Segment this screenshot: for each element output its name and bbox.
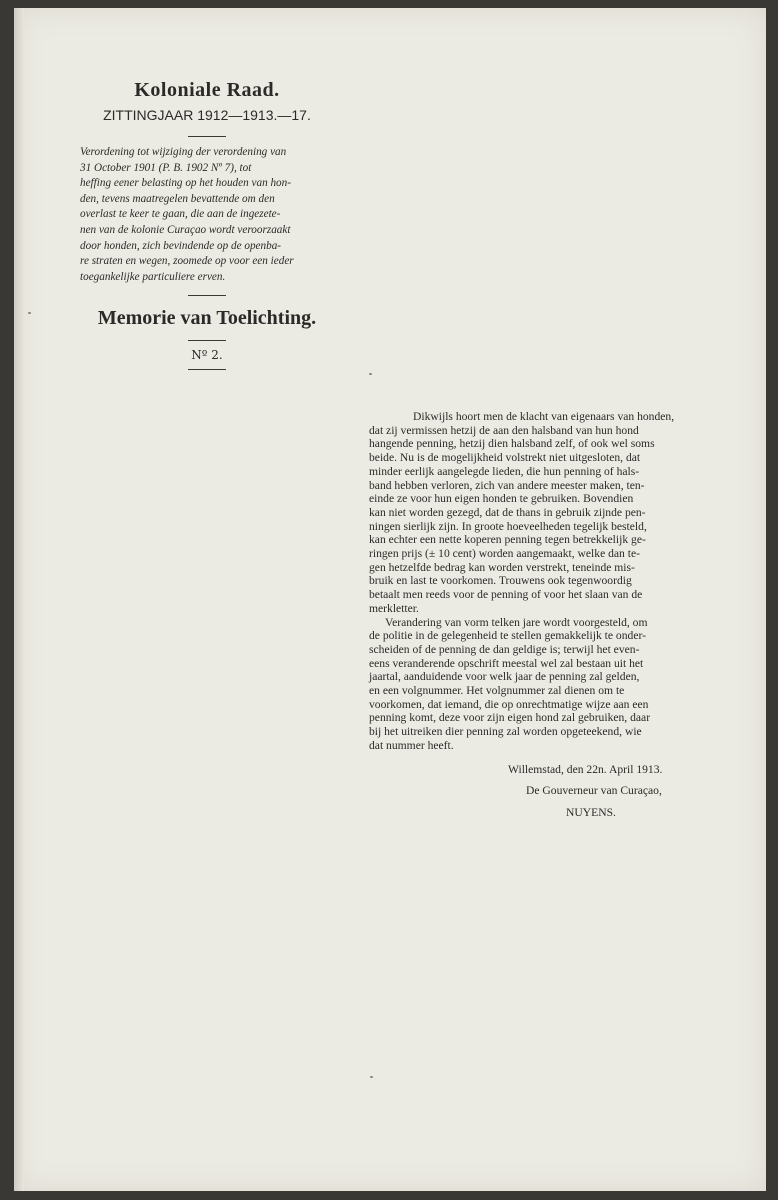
closing-role: De Gouverneur van Curaçao, (526, 784, 662, 798)
speck (370, 1076, 373, 1078)
session-line: ZITTINGJAAR 1912—1913.—17. (103, 107, 311, 123)
document-title: Koloniale Raad. (134, 79, 280, 101)
divider-rule (188, 369, 226, 370)
left-column (80, 78, 334, 378)
divider-rule (188, 136, 226, 137)
memorie-number: Nº 2. (191, 348, 223, 363)
page-edge (14, 8, 24, 1191)
closing-signature: NUYENS. (566, 805, 616, 819)
document-page (14, 8, 766, 1191)
divider-rule (188, 295, 226, 296)
closing-place-date: Willemstad, den 22n. April 1913. (508, 762, 663, 776)
divider-rule (188, 340, 226, 341)
memorie-title: Memorie van Toelichting. (97, 307, 317, 330)
speck (369, 373, 372, 375)
subject-text: Verordening tot wijziging der verordening van 31 October 1901 (P. B. 1902 Nº 7), tot heffing eener belasting op het houden van hon- den, tevens maatregelen bevattende om den overlast te keer te gaan, die aan de ingezete- nen van de kolonie Curaçao wordt veroorzaakt door honden, zich bevindende op de openba- re straten en wegen, zoomede op voor een ieder toegankelijke particuliere erven. (80, 146, 294, 283)
speck (28, 312, 31, 314)
right-column (369, 410, 755, 820)
body-paragraph-1: Dikwijls hoort men de klacht van eigenaars van honden, dat zij vermissen hetzij de aan den halsband van hun hond hangende penning, hetzij dien halsband zelf, of ook wel soms beide. Nu is de mogelijkheid volstrekt niet uitgesloten, dat minder eerlijk aangelegde lieden, die hun penning of hals- band hebben verloren, zich van andere meester maken, ten- einde ze voor hun eigen honden te gebruiken. Bovendien kan niet worden gezegd, dat de thans in gebruik zijnde pen- ningen sierlijk zijn. In groote hoeveelheden tegelijk besteld, kan echter een nette koperen penning tegen betrekkelijk ge- ringen prijs (± 10 cent) worden aangemaakt, welke dan te- gen hetzelfde bedrag kan worden verstrekt, teneinde mis- bruik en last te voorkomen. Trouwens ook tegenwoordig betaalt men reeds voor de penning of voor het slaan van de merkletter. (369, 410, 675, 615)
body-paragraph-2: Verandering van vorm telken jare wordt voorgesteld, om de politie in de gelegenheid te stellen gemakkelijk te onder- scheiden of de penning de dan geldige is; terwijl het even- eens veranderende opschrift meestal wel zal bestaan uit het jaartal, aanduidende voor welk jaar de penning zal gelden, en een volgnummer. Het volgnummer zal dienen om te voorkomen, dat iemand, die op onrechtmatige wijze aan een penning komt, deze voor zijn eigen hond zal gebruiken, daar bij het uitreiken dier penning zal worden opgeteekend, wie dat nummer heeft. (369, 615, 651, 752)
